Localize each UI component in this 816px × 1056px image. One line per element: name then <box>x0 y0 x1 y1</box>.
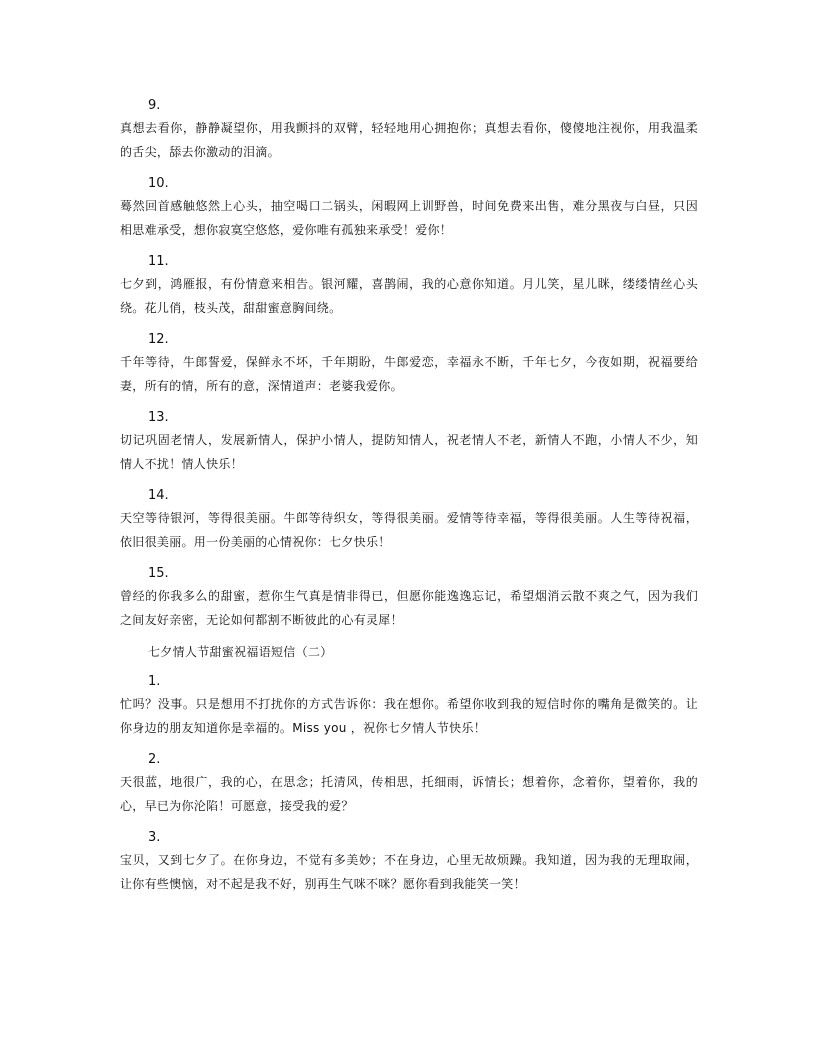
item-text: 天很蓝，地很广，我的心，在思念；托清风，传相思，托细雨，诉情长；想着你，念着你，望着你，我的心，早已为你沦陷！可愿意，接受我的爱？ <box>120 775 698 813</box>
item-text: 天空等待银河，等得很美丽。牛郎等待织女，等得很美丽。爱情等待幸福，等得很美丽。人生等待祝福，依旧很美丽。用一份美丽的心情祝你：七夕快乐！ <box>120 511 698 549</box>
item-text: 忙吗？没事。只是想用不打扰你的方式告诉你：我在想你。希望你收到我的短信时你的嘴角是微笑的。让你身边的朋友知道你是幸福的。Miss you ，祝你七夕情人节快乐！ <box>120 697 698 735</box>
item-number: 1. <box>148 674 161 689</box>
list-item-11 <box>120 252 698 320</box>
list-item-15 <box>120 564 698 632</box>
list-item-1 <box>120 672 698 740</box>
section-heading: 七夕情人节甜蜜祝福语短信（二） <box>148 645 333 659</box>
item-text: 蓦然回首感触悠然上心头，抽空喝口二锅头，闲暇网上训野兽，时间免费来出售，难分黑夜与白昼，只因相思难承受，想你寂寞空悠悠，爱你唯有孤独来承受！爱你！ <box>120 199 698 237</box>
list-item-3 <box>120 828 698 896</box>
item-number: 14. <box>148 488 169 503</box>
list-item-13 <box>120 408 698 476</box>
list-item-10 <box>120 174 698 242</box>
item-number: 15. <box>148 566 169 581</box>
item-number: 13. <box>148 410 169 425</box>
item-number: 9. <box>148 98 161 113</box>
list-item-9 <box>120 96 698 164</box>
item-text: 曾经的你我多么的甜蜜，惹你生气真是情非得已，但愿你能逸逸忘记，希望烟消云散不爽之气，因为我们之间友好亲密，无论如何都割不断彼此的心有灵犀！ <box>120 589 698 627</box>
item-text: 七夕到，鸿雁报，有份情意来相告。银河耀，喜鹊闹，我的心意你知道。月儿笑，星儿眯，缕缕情丝心头绕。花儿俏，枝头茂，甜甜蜜意胸间绕。 <box>120 277 698 315</box>
list-item-14 <box>120 486 698 554</box>
item-text: 真想去看你，静静凝望你，用我颤抖的双臂，轻轻地用心拥抱你；真想去看你，傻傻地注视你，用我温柔的舌尖，舔去你激动的泪滴。 <box>120 121 698 159</box>
item-text: 切记巩固老情人，发展新情人，保护小情人，提防知情人，祝老情人不老，新情人不跑，小情人不少，知情人不扰！情人快乐！ <box>120 433 698 471</box>
item-text: 千年等待，牛郎誓爱，保鲜永不坏，千年期盼，牛郎爱恋，幸福永不断，千年七夕，今夜如期，祝福要给妻，所有的情，所有的意，深情道声：老婆我爱你。 <box>120 355 698 393</box>
item-number: 12. <box>148 332 169 347</box>
list-item-2 <box>120 750 698 818</box>
item-text: 宝贝，又到七夕了。在你身边，不觉有多美妙；不在身边，心里无故烦躁。我知道，因为我的无理取闹，让你有些懊恼，对不起是我不好，别再生气咪不咪？愿你看到我能笑一笑！ <box>120 853 698 891</box>
document-body <box>120 96 698 906</box>
item-number: 3. <box>148 830 161 845</box>
item-number: 11. <box>148 254 169 269</box>
list-item-12 <box>120 330 698 398</box>
item-number: 2. <box>148 752 161 767</box>
item-number: 10. <box>148 176 169 191</box>
